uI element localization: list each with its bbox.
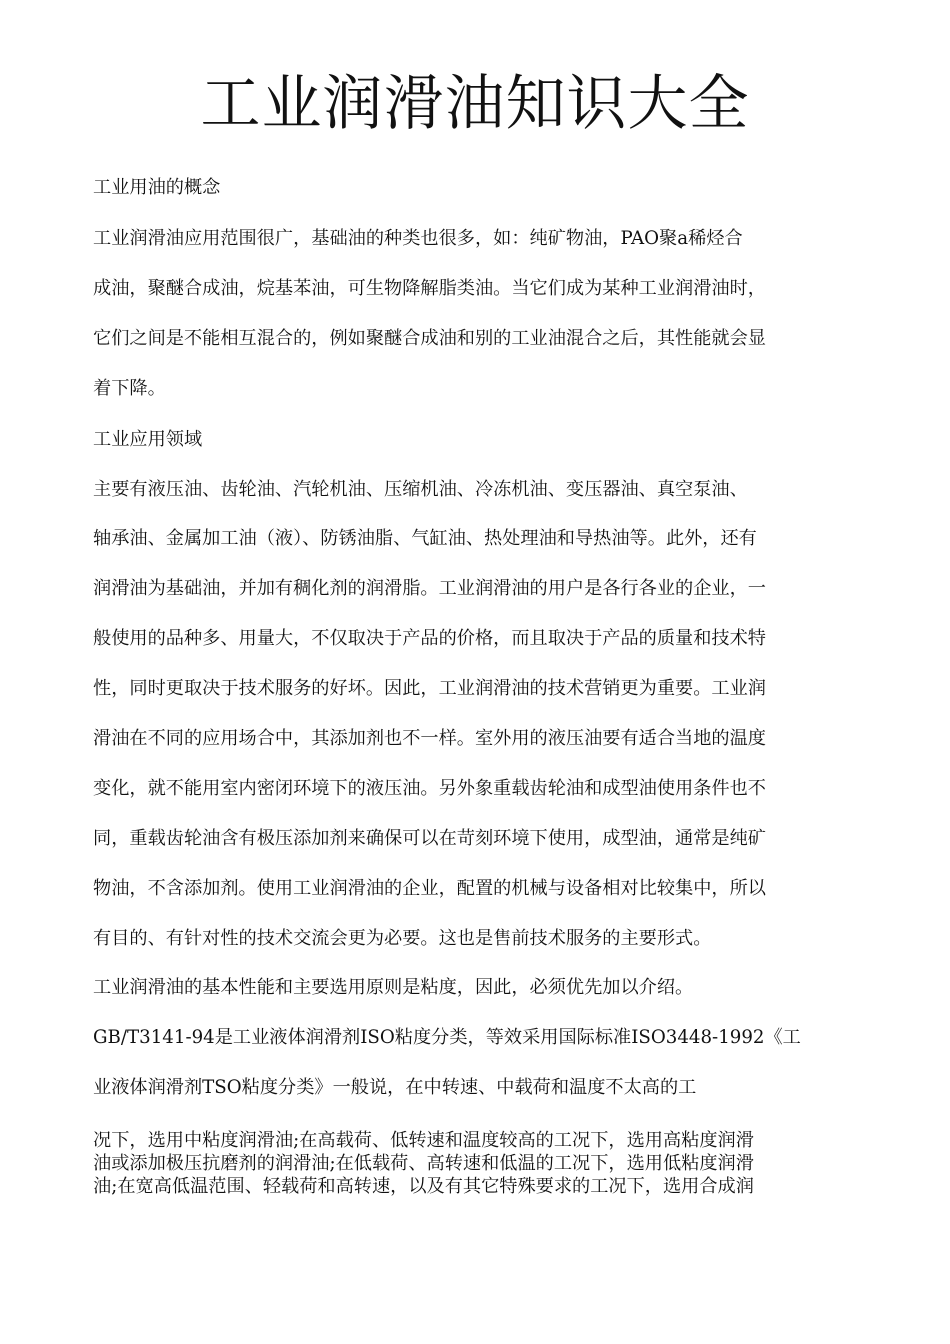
- paragraph-line: 成油，聚醚合成油，烷基苯油，可生物降解脂类油。当它们成为某种工业润滑油时，: [93, 278, 766, 299]
- paragraph-line: 润滑油为基础油，并加有稠化剂的润滑脂。工业润滑油的用户是各行各业的企业，一: [93, 578, 766, 599]
- paragraph-line: 物油，不含添加剂。使用工业润滑油的企业，配置的机械与设备相对比较集中，所以: [93, 878, 766, 899]
- paragraph-line: 工业润滑油应用范围很广，基础油的种类也很多，如：纯矿物油，PAO聚a稀烃合: [93, 228, 743, 249]
- paragraph-line: 般使用的品种多、用量大，不仅取决于产品的价格，而且取决于产品的质量和技术特: [93, 628, 766, 649]
- paragraph-line: 着下降。: [93, 378, 166, 399]
- paragraph-line: 它们之间是不能相互混合的，例如聚醚合成油和别的工业油混合之后，其性能就会显: [93, 328, 766, 349]
- paragraph-line: 主要有液压油、齿轮油、汽轮机油、压缩机油、冷冻机油、变压器油、真空泵油、: [93, 479, 748, 500]
- paragraph-line: 性，同时更取决于技术服务的好坏。因此，工业润滑油的技术营销更为重要。工业润: [93, 678, 766, 699]
- paragraph-line: 况下，选用中粘度润滑油;在高载荷、低转速和温度较高的工况下，选用高粘度润滑: [93, 1130, 754, 1151]
- paragraph-line: 油;在宽高低温范围、轻载荷和高转速，以及有其它特殊要求的工况下，选用合成润: [93, 1176, 754, 1197]
- paragraph-line: 同，重载齿轮油含有极压添加剂来确保可以在苛刻环境下使用，成型油，通常是纯矿: [93, 828, 766, 849]
- paragraph-line: GB/T3141-94是工业液体润滑剂ISO粘度分类，等效采用国际标准ISO3448-1992《工: [93, 1027, 801, 1048]
- paragraph-line: 油或添加极压抗磨剂的润滑油;在低载荷、高转速和低温的工况下，选用低粘度润滑: [93, 1153, 754, 1174]
- paragraph-line: 工业润滑油的基本性能和主要选用原则是粘度，因此，必须优先加以介绍。: [93, 977, 694, 998]
- paragraph-line: 轴承油、金属加工油（液）、防锈油脂、气缸油、热处理油和导热油等。此外，还有: [93, 528, 757, 549]
- subheading: 工业应用领域: [93, 429, 203, 450]
- section-heading: 工业用油的概念: [93, 177, 221, 198]
- paragraph-line: 变化，就不能用室内密闭环境下的液压油。另外象重载齿轮油和成型油使用条件也不: [93, 778, 766, 799]
- paragraph-line: 业液体润滑剂TSO粘度分类》一般说，在中转速、中载荷和温度不太高的工: [93, 1077, 697, 1098]
- paragraph-line: 有目的、有针对性的技术交流会更为必要。这也是售前技术服务的主要形式。: [93, 928, 712, 949]
- paragraph-line: 滑油在不同的应用场合中，其添加剂也不一样。室外用的液压油要有适合当地的温度: [93, 728, 766, 749]
- document-title: 工业润滑油知识大全: [200, 69, 750, 139]
